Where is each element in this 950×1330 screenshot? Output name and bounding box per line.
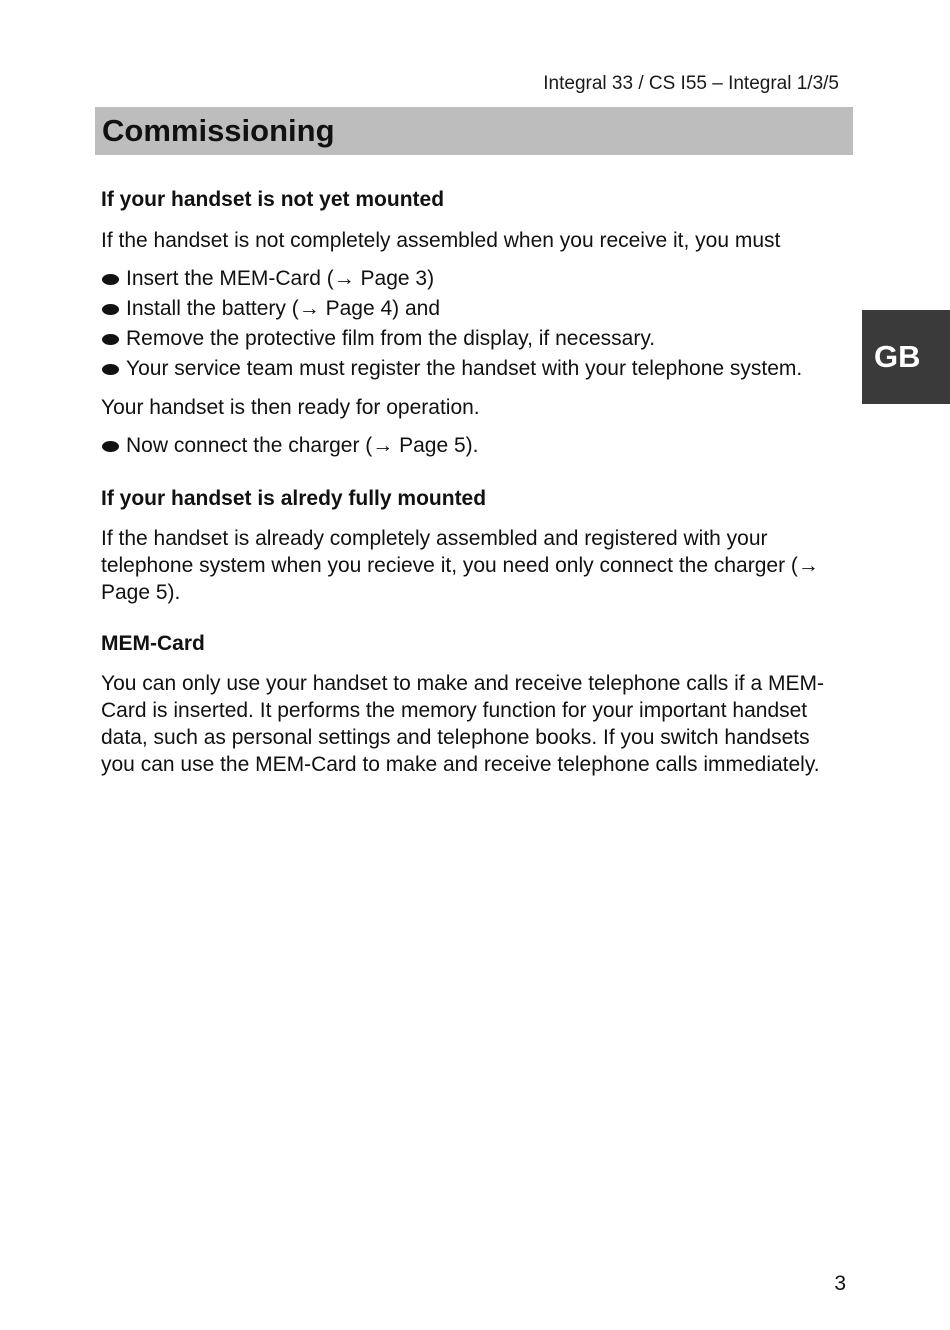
- language-tab-label: GB: [874, 339, 921, 374]
- bullet-list-charger: [101, 431, 849, 461]
- list-item-text: Now connect the charger (→ Page 5).: [126, 434, 479, 457]
- list-item: [101, 354, 849, 384]
- section-heading-mem-card: MEM-Card: [101, 632, 205, 655]
- bullet-dot-icon: [102, 334, 119, 345]
- title-bar: [95, 107, 853, 155]
- paragraph-mem-card: You can only use your handset to make and receive telephone calls if a MEM-Card is inserted. It performs the memory function for your important handset data, such as personal settings and telephone books. If you switch handsets you can use the MEM-Card to make and receive telephone calls immediately.: [101, 672, 824, 776]
- bullet-list-not-mounted: [101, 264, 849, 384]
- bullet-dot-icon: [102, 364, 119, 375]
- paragraph-not-mounted-intro: If the handset is not completely assembled when you receive it, you must: [101, 229, 781, 252]
- section-heading-fully-mounted: If your handset is alredy fully mounted: [101, 487, 487, 510]
- bullet-dot-icon: [102, 274, 119, 285]
- list-item-text: Install the battery (→ Page 4) and: [126, 297, 441, 320]
- page-number: 3: [834, 1272, 846, 1295]
- list-item-text: Your service team must register the handset with your telephone system.: [126, 357, 803, 380]
- list-item-text: Insert the MEM-Card (→ Page 3): [126, 267, 435, 290]
- list-item: [101, 324, 849, 354]
- running-header: Integral 33 / CS I55 – Integral 1/3/5: [543, 73, 839, 94]
- list-item: [101, 294, 849, 324]
- bullet-dot-icon: [102, 304, 119, 315]
- list-item-text: Remove the protective film from the display, if necessary.: [126, 327, 656, 350]
- bullet-dot-icon: [102, 441, 119, 452]
- content: [101, 186, 849, 778]
- list-item: [101, 264, 849, 294]
- paragraph-fully-mounted: If the handset is already completely assembled and registered with your telephone system when you recieve it, you need only connect the charger (→ Page 5).: [101, 527, 819, 604]
- paragraph-ready: Your handset is then ready for operation.: [101, 396, 480, 419]
- language-tab: [862, 310, 950, 404]
- page-title: Commissioning: [102, 113, 335, 148]
- list-item: [101, 431, 849, 461]
- section-heading-not-mounted: If your handset is not yet mounted: [101, 188, 445, 211]
